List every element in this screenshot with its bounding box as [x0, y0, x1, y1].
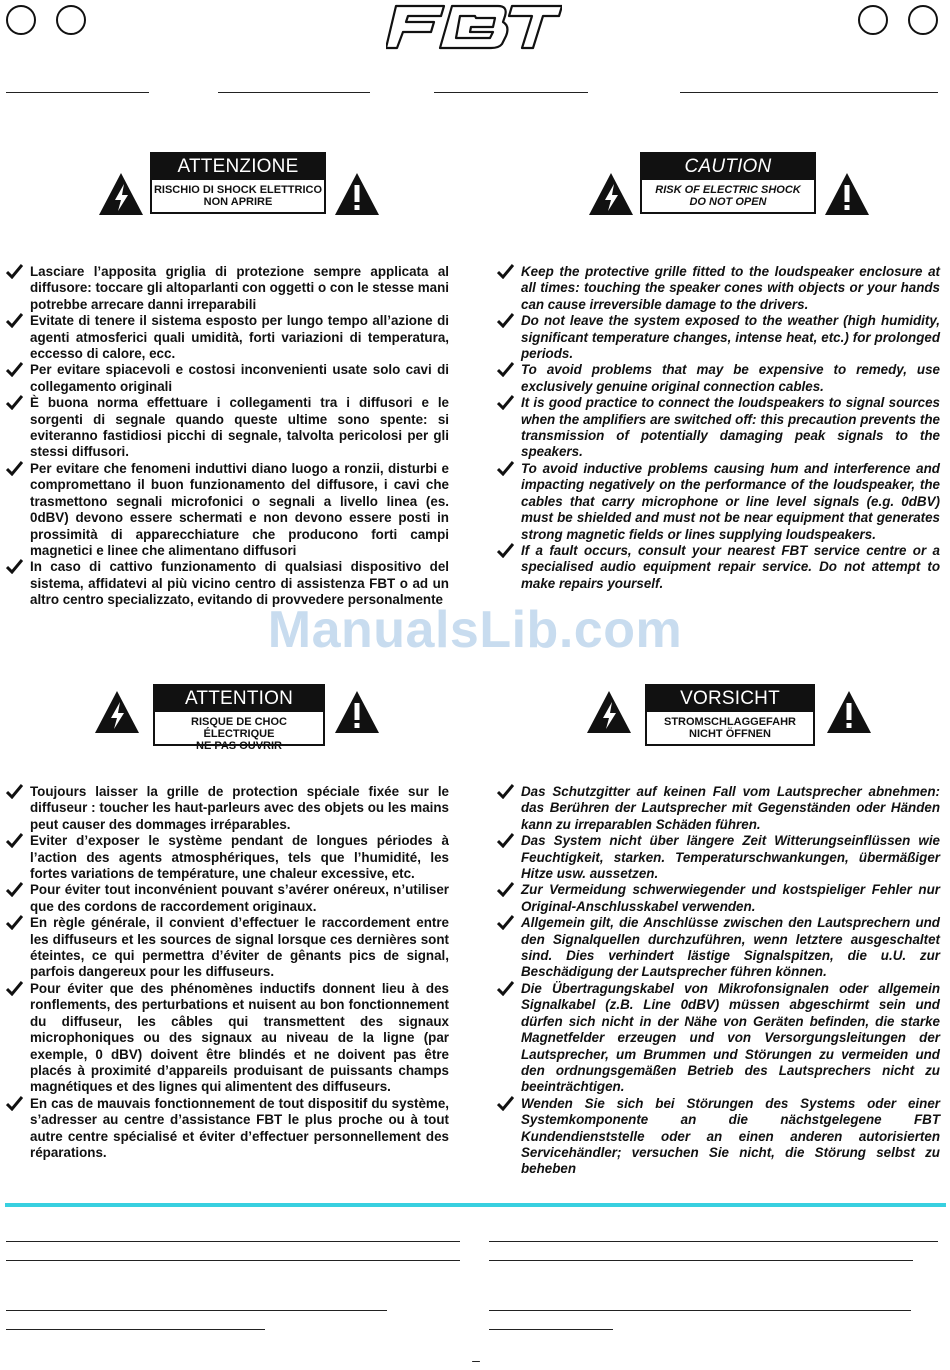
checkmark-icon	[497, 362, 514, 377]
list-item: If a fault occurs, consult your nearest FBT service centre or a specialised audio equipment repair service. Do not attempt to make repairs yourself.	[497, 543, 940, 592]
safety-list-fr	[6, 784, 449, 1161]
lightning-triangle-icon	[98, 172, 144, 216]
page-number: –	[472, 1352, 480, 1368]
list-item: Das Schutzgitter auf keinen Fall vom Lautsprecher abnehmen: das Berühren der Lautsprecher mit Gegenständen oder Händen kann zu irreparablen Schäden führen.	[497, 784, 940, 833]
list-item: Die Übertragungskabel von Mikrofonsignalen oder allgemein Signalkabel (z.B. Line 0dBV) müssen abgeschirmt sein und dürfen sich nicht in der Nähe von Geräten befinden, die starke Magnetfelder erzeugen und von Versorgungsleitungen der Lautsprecher, um Brummen und Störungen zu vermeiden und den ordnungsgemäßen Betrieb des Lautsprechers nicht zu beeinträchtigen.	[497, 981, 940, 1096]
header-rule	[434, 92, 588, 93]
footer-rule	[6, 1329, 265, 1330]
checkmark-icon	[497, 264, 514, 279]
checkmark-icon	[6, 833, 23, 848]
safety-list-it	[6, 264, 449, 609]
footer-rule	[489, 1310, 911, 1311]
checkmark-icon	[6, 461, 23, 476]
list-item: En règle générale, il convient d’effectuer le raccordement entre les diffuseurs et les sources de signal lorsque ces dernières sont éteintes, ce qui permettra d’éviter de gênants pics de signal, parfois dangereux pour les diffuseurs.	[6, 915, 449, 981]
list-item: Per evitare che fenomeni induttivi diano luogo a ronzii, disturbi e compromettano il buon funzionamento del diffusore, i cavi che trasmettono segnali microfonici o segnali a livello linea (es. 0dBV) devono essere schermati e non devono essere posti in prossimità di apparecchiature che producono forti campi magnetici e linee che alimentano diffusori	[6, 461, 449, 559]
list-item: Per evitare spiacevoli e costosi inconvenienti usate solo cavi di collegamento originali	[6, 362, 449, 395]
warning-title: ATTENZIONE	[152, 154, 324, 180]
exclamation-triangle-icon	[334, 690, 380, 734]
checkmark-icon	[6, 395, 23, 410]
checkmark-icon	[497, 833, 514, 848]
fbt-logo	[386, 2, 562, 52]
circle-mark-2	[56, 5, 86, 35]
checkmark-icon	[497, 543, 514, 558]
checkmark-icon	[6, 264, 23, 279]
checkmark-icon	[497, 461, 514, 476]
safety-list-en	[497, 264, 940, 592]
list-item: In caso di cattivo funzionamento di qualsiasi dispositivo del sistema, affidatevi al più vicino centro di assistenza FBT o ad un altro centro specializzato, evitando di provvedere personalmente	[6, 559, 449, 608]
list-item: It is good practice to connect the loudspeakers to signal sources when the amplifiers are switched off: this precaution prevents the transmission of potentially damaging peak signals to the speakers.	[497, 395, 940, 461]
list-item: To avoid inductive problems causing hum and interference and impacting negatively on the performance of the loudspeaker, the cables that carry microphone or line level signals (e.g. 0dBV) must be shielded and must not be near equipment that generates strong magnetic fields or lines supplying loudspeakers.	[497, 461, 940, 543]
warning-line: NON APRIRE	[203, 196, 273, 208]
warning-title: VORSICHT	[647, 686, 813, 712]
footer-accent-bar	[5, 1203, 946, 1207]
checkmark-icon	[497, 882, 514, 897]
warning-line: RISK OF ELECTRIC SHOCK	[655, 184, 801, 196]
list-item: Zur Vermeidung schwerwiegender und kostspieliger Fehler nur Original-Anschlusskabel verwenden.	[497, 882, 940, 915]
checkmark-icon	[6, 915, 23, 930]
footer-rule	[489, 1329, 613, 1330]
list-item: Wenden Sie sich bei Störungen des Systems oder einer Systemkomponente an die nächstgelegene FBT Kundendienststelle oder an einen anderen autorisierten Servicehändler; versuchen Sie nicht, die Störung selbst zu beheben	[497, 1096, 940, 1178]
footer-rule	[489, 1260, 913, 1261]
checkmark-icon	[6, 559, 23, 574]
checkmark-icon	[497, 981, 514, 996]
footer-rule	[6, 1241, 460, 1242]
circle-mark-3	[858, 5, 888, 35]
checkmark-icon	[497, 395, 514, 410]
footer-rule	[6, 1260, 460, 1261]
checkmark-icon	[6, 784, 23, 799]
warning-line: DO NOT OPEN	[689, 196, 767, 208]
lightning-triangle-icon	[588, 172, 634, 216]
list-item: To avoid problems that may be expensive to remedy, use exclusively genuine original connection cables.	[497, 362, 940, 395]
list-item: Pour éviter tout inconvénient pouvant s’avérer onéreux, n’utiliser que des cordons de raccordement originaux.	[6, 882, 449, 915]
circle-mark-1	[6, 5, 36, 35]
warning-line: NICHT ÖFFNEN	[689, 728, 771, 740]
checkmark-icon	[6, 981, 23, 996]
list-item: Do not leave the system exposed to the weather (high humidity, significant temperature changes, intense heat, etc.) for prolonged periods.	[497, 313, 940, 362]
checkmark-icon	[6, 1096, 23, 1111]
checkmark-icon	[6, 362, 23, 377]
list-item: Toujours laisser la grille de protection spéciale fixée sur le diffuseur : toucher les haut-parleurs avec des objets ou les mains peut causer des dommages irréparables.	[6, 784, 449, 833]
list-item: Evitate di tenere il sistema esposto per lungo tempo all’azione di agenti atmosferici quali umidità, forti variazioni di temperatura, eccesso di calore, ecc.	[6, 313, 449, 362]
warning-line: RISCHIO DI SHOCK ELETTRICO	[153, 184, 323, 196]
warning-box-it	[150, 152, 326, 214]
list-item: Eviter d’exposer le système pendant de longues périodes à l’action des agents atmosphériques, tels que l’humidité, les fortes variations de température, une chaleur excessive, etc.	[6, 833, 449, 882]
warning-line: RISQUE DE CHOC ÉLECTRIQUE	[191, 716, 287, 740]
footer-rule	[6, 1310, 387, 1311]
list-item: Pour éviter que des phénomènes inductifs donnent lieu à des ronflements, des perturbations et nuisent au bon fonctionnement du diffuseur, les câbles qui transmettent des signaux microphoniques ou des signaux au niveau de la ligne (par exemple, 0 dBV) doivent être blindés et ne doivent pas être placés à proximité d’appareils produisant de puissants champs magnétiques et des lignes qui alimentent des diffuseurs.	[6, 981, 449, 1096]
lightning-triangle-icon	[94, 690, 140, 734]
watermark: ManualsLib.com	[267, 601, 683, 659]
warning-line: NE PAS OUVRIR	[196, 740, 282, 752]
safety-list-de	[497, 784, 940, 1178]
footer-rule	[489, 1241, 938, 1242]
checkmark-icon	[497, 313, 514, 328]
list-item: Keep the protective grille fitted to the loudspeaker enclosure at all times: touching the speaker cones with objects or your hands can cause irreversible damage to the drivers.	[497, 264, 940, 313]
checkmark-icon	[6, 882, 23, 897]
warning-title: CAUTION	[642, 154, 814, 180]
list-item: È buona norma effettuare i collegamenti tra i diffusori e le sorgenti di segnale quando queste ultime sono spente: si eviteranno fastidiosi picchi di segnale, talvolta pericolosi per gli stessi diffusori.	[6, 395, 449, 461]
exclamation-triangle-icon	[826, 690, 872, 734]
exclamation-triangle-icon	[824, 172, 870, 216]
checkmark-icon	[497, 915, 514, 930]
checkmark-icon	[497, 1096, 514, 1111]
circle-mark-4	[908, 5, 938, 35]
header-rule	[6, 92, 149, 93]
list-item: Das System nicht über längere Zeit Witterungseinflüssen wie Feuchtigkeit, starken. Temperaturschwankungen, übermäßiger Hitze usw. aussetzen.	[497, 833, 940, 882]
header-rule	[680, 92, 938, 93]
list-item: Lasciare l’apposita griglia di protezione sempre applicata al diffusore: toccare gli altoparlanti con oggetti o con le stesse mani potrebbe arrecare danni irreparabili	[6, 264, 449, 313]
warning-line: STROMSCHLAGGEFAHR	[664, 716, 796, 728]
warning-title: ATTENTION	[155, 686, 323, 712]
list-item: En cas de mauvais fonctionnement de tout dispositif du système, s’adresser au centre d’assistance FBT le plus proche ou à tout autre centre spécialisé et éviter d’effectuer personnellement des réparations.	[6, 1096, 449, 1162]
warning-box-de	[645, 684, 815, 746]
lightning-triangle-icon	[586, 690, 632, 734]
checkmark-icon	[497, 784, 514, 799]
warning-box-en	[640, 152, 816, 214]
exclamation-triangle-icon	[334, 172, 380, 216]
header-rule	[218, 92, 370, 93]
warning-box-fr	[153, 684, 325, 752]
checkmark-icon	[6, 313, 23, 328]
list-item: Allgemein gilt, die Anschlüsse zwischen den Lautsprechern und den Signalquellen durchzuführen, wenn letztere ausgeschaltet sind. Dies verhindert lästige Signalspitzen, die u.U. zur Beschädigung der Lautsprecher führen können.	[497, 915, 940, 981]
